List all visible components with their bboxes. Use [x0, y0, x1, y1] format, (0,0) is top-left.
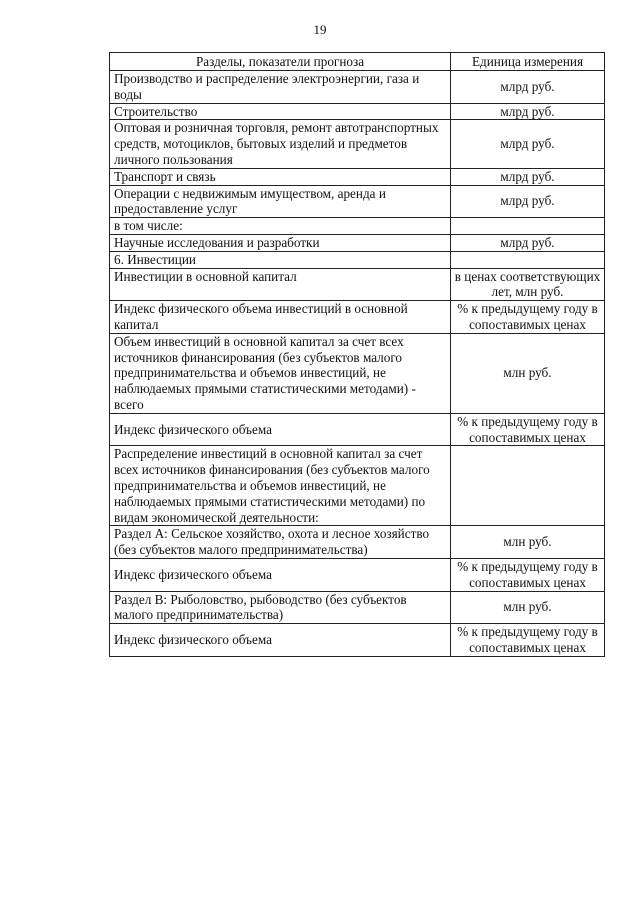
row-unit: млн руб. [451, 333, 605, 413]
row-label: Индекс физического объема [110, 624, 451, 657]
row-unit [451, 218, 605, 235]
table-row [110, 333, 605, 413]
row-label: Транспорт и связь [110, 168, 451, 185]
table-row [110, 218, 605, 235]
table-header-row [110, 53, 605, 71]
row-unit: млн руб. [451, 526, 605, 559]
table-row [110, 185, 605, 218]
row-unit: млрд руб. [451, 185, 605, 218]
header-section: Разделы, показатели прогноза [110, 53, 451, 71]
table-row [110, 558, 605, 591]
row-unit: % к предыдущему году в сопоставимых ценах [451, 624, 605, 657]
table-row [110, 234, 605, 251]
table-row [110, 446, 605, 526]
section-heading: 6. Инвестиции [110, 251, 451, 268]
row-unit: млрд руб. [451, 103, 605, 120]
row-unit: % к предыдущему году в сопоставимых ценах [451, 413, 605, 446]
table-row [110, 624, 605, 657]
row-unit: млн руб. [451, 591, 605, 624]
header-unit: Единица измерения [451, 53, 605, 71]
table-row [110, 268, 605, 301]
row-label: Индекс физического объема инвестиций в основной капитал [110, 301, 451, 334]
row-unit: % к предыдущему году в сопоставимых ценах [451, 301, 605, 334]
page-number: 19 [313, 22, 327, 37]
row-label: Инвестиции в основной капитал [110, 268, 451, 301]
row-label: Строительство [110, 103, 451, 120]
row-unit: млрд руб. [451, 234, 605, 251]
table-row [110, 591, 605, 624]
table-row [110, 120, 605, 168]
row-label: Раздел А: Сельское хозяйство, охота и лесное хозяйство (без субъектов малого предпринимательства) [110, 526, 451, 559]
row-label: в том числе: [110, 218, 451, 235]
row-unit: млрд руб. [451, 120, 605, 168]
forecast-indicators-table [109, 52, 605, 657]
row-unit [451, 251, 605, 268]
row-label: Распределение инвестиций в основной капитал за счет всех источников финансирования (без субъектов малого предпринимательства и объемов инвестиций, не наблюдаемых прямыми статистическими методами) по видам экономической деятельности: [110, 446, 451, 526]
row-unit: млрд руб. [451, 168, 605, 185]
table-row-section-heading [110, 251, 605, 268]
row-label: Индекс физического объема [110, 558, 451, 591]
row-label: Объем инвестиций в основной капитал за счет всех источников финансирования (без субъектов малого предпринимательства и объемов инвестиций, не наблюдаемых прямыми статистическими методами) - всего [110, 333, 451, 413]
row-unit: в ценах соответствующих лет, млн руб. [451, 268, 605, 301]
row-unit: млрд руб. [451, 71, 605, 104]
table-row [110, 526, 605, 559]
table-row [110, 103, 605, 120]
row-label: Операции с недвижимым имуществом, аренда и предоставление услуг [110, 185, 451, 218]
row-label: Индекс физического объема [110, 413, 451, 446]
row-label: Научные исследования и разработки [110, 234, 451, 251]
row-unit [451, 446, 605, 526]
row-label: Оптовая и розничная торговля, ремонт автотранспортных средств, мотоциклов, бытовых изделий и предметов личного пользования [110, 120, 451, 168]
table-row [110, 301, 605, 334]
table-row [110, 71, 605, 104]
row-label: Производство и распределение электроэнергии, газа и воды [110, 71, 451, 104]
table-row [110, 413, 605, 446]
row-label: Раздел В: Рыболовство, рыбоводство (без субъектов малого предпринимательства) [110, 591, 451, 624]
table-row [110, 168, 605, 185]
row-unit: % к предыдущему году в сопоставимых ценах [451, 558, 605, 591]
